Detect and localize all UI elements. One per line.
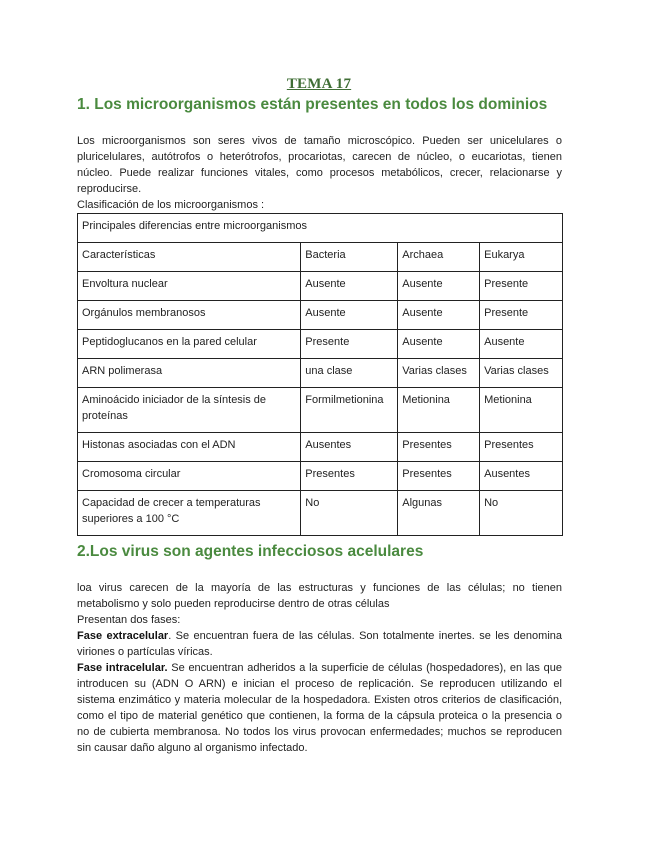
table-row (78, 491, 563, 536)
section1-intro-paragraph: Los microorganismos son seres vivos de tamaño microscópico. Pueden ser unicelulares o pluricelulares, autótrofos o heterótrofos, procariotas, carecen de núcleo, o eucariotas, tienen núcleo. Puede realizar funciones vitales, como procesos metabólicos, crecer, relacionarse y reproducirse. (77, 135, 562, 195)
table-row (78, 388, 563, 433)
header-cell: Bacteria (301, 243, 398, 272)
table-cell: Orgánulos membranosos (78, 301, 301, 330)
table-cell: No (301, 491, 398, 536)
virus-intro-paragraph: loa virus carecen de la mayoría de las estructuras y funciones de las células; no tienen metabolismo y solo pueden reproducirse dentro de otras células (77, 582, 562, 610)
microorganisms-differences-table (77, 213, 563, 536)
table-row (78, 433, 563, 462)
table-cell: Aminoácido iniciador de la síntesis de proteínas (78, 388, 301, 433)
section1-heading: 1. Los microorganismos están presentes en todos los dominios (77, 96, 548, 113)
fase-intracelular-text: Se encuentran adheridos a la superficie de células (hospedadores), en las que introducen su (ADN O ARN) e inician el proceso de replicación. Se reproducen utilizando el sistema enzimático y materia molecular de la hospedadora. Existen otros criterios de clasificación, como el tipo de material genético que contienen, la forma de la cápsula proteica o la presencia o no de cubierta membranosa. No todos los virus provocan enfermedades; muchos se reproducen sin causar daño alguno al organismo infectado. (77, 662, 562, 754)
table-row (78, 330, 563, 359)
table-cell: Capacidad de crecer a temperaturas superiores a 100 °C (78, 491, 301, 536)
table-cell: Ausente (480, 330, 563, 359)
table-row (78, 301, 563, 330)
table-cell: Presente (480, 301, 563, 330)
table-row (78, 272, 563, 301)
table-cell: Ausentes (301, 433, 398, 462)
table-cell: Ausente (301, 272, 398, 301)
fase-intracelular-paragraph (77, 660, 562, 756)
table-cell: Envoltura nuclear (78, 272, 301, 301)
table-cell: Varias clases (398, 359, 480, 388)
table-cell: Presentes (480, 433, 563, 462)
header-cell: Archaea (398, 243, 480, 272)
table-cell: Presentes (398, 433, 480, 462)
fase-extracelular-label: Fase extracelular (77, 630, 169, 642)
fase-intracelular-label: Fase intracelular. (77, 662, 168, 674)
table-caption: Principales diferencias entre microorganismos (78, 214, 563, 243)
table-caption-row (78, 214, 563, 243)
table-cell: Ausente (301, 301, 398, 330)
header-cell: Características (78, 243, 301, 272)
table-cell: una clase (301, 359, 398, 388)
table-cell: Metionina (480, 388, 563, 433)
table-cell: Varias clases (480, 359, 563, 388)
table-cell: ARN polimerasa (78, 359, 301, 388)
table-cell: Ausentes (480, 462, 563, 491)
table-cell: Peptidoglucanos en la pared celular (78, 330, 301, 359)
table-cell: No (480, 491, 563, 536)
table-cell: Cromosoma circular (78, 462, 301, 491)
table-cell: Ausente (398, 330, 480, 359)
section2-body (77, 580, 562, 756)
table-cell: Histonas asociadas con el ADN (78, 433, 301, 462)
table-row (78, 359, 563, 388)
fase-extracelular-text: . Se encuentran fuera de las células. Son totalmente inertes. se les denomina viriones o partículas víricas. (77, 630, 562, 658)
phases-intro: Presentan dos fases: (77, 614, 181, 626)
table-cell: Metionina (398, 388, 480, 433)
clasificacion-label: Clasificación de los microorganismos : (77, 199, 265, 211)
table-header-row (78, 243, 563, 272)
header-cell: Eukarya (480, 243, 563, 272)
fase-extracelular-paragraph (77, 628, 562, 660)
table-cell: Presente (301, 330, 398, 359)
table-cell: Ausente (398, 272, 480, 301)
table-cell: Presente (480, 272, 563, 301)
table-cell: Presentes (301, 462, 398, 491)
table-cell: Ausente (398, 301, 480, 330)
section2-heading: 2.Los virus son agentes infecciosos acelulares (77, 543, 424, 560)
table-row (78, 462, 563, 491)
tema-title: TEMA 17 (286, 76, 352, 92)
table-cell: Algunas (398, 491, 480, 536)
table-cell: Presentes (398, 462, 480, 491)
table-cell: Formilmetionina (301, 388, 398, 433)
